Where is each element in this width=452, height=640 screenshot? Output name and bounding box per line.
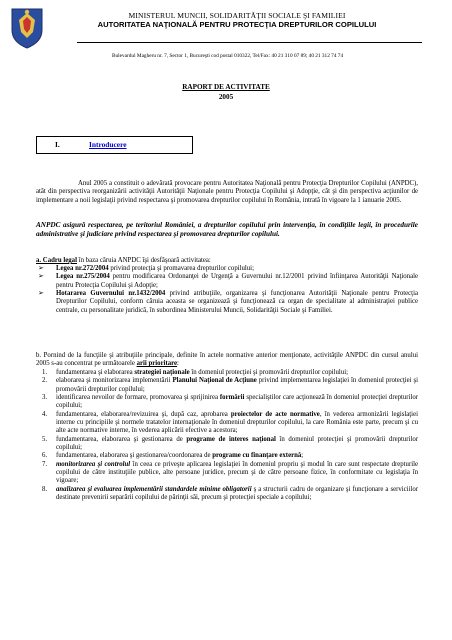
list-item: 5. fundamentarea, elaborarea şi gestionarea de programe de interes naţional în domeniul protecţiei şi promovării drepturilor copilului;: [42, 435, 418, 452]
list-item: 4. fundamentarea, elaborarea/revizuirea şi, după caz, aprobarea proiectelor de acte normative, în vederea armonizării legislaţiei interne cu principiile şi normele tratatelor internaţionale în domeniul drepturilor copilului, la care România este parte, precum şi cu alte acte normative interne, în vederea aplicării efective a acestora;: [42, 410, 418, 435]
coat-of-arms-logo: [8, 6, 46, 50]
legal-framework-list: [36, 265, 418, 315]
section-a-label: a. Cadru legal: [36, 257, 77, 264]
priority-areas-list: [36, 369, 418, 503]
header-rule: [77, 42, 422, 43]
section-link-introducere[interactable]: Introducere: [89, 140, 127, 149]
section-heading-box: [36, 136, 193, 154]
ministry-name: MINISTERUL MUNCII, SOLIDARITĂŢII SOCIALE ŞI FAMILIEI: [128, 11, 346, 20]
report-title: RAPORT DE ACTIVITATE: [182, 83, 270, 91]
list-item: ➢ Legea nr.272/2004 privind protecţia şi promavarea drepturilor copilului;: [38, 265, 254, 272]
list-item: ➢ Hotararea Guvernului nr.1432/2004 privind atribuţiile, organizarea şi funcţionarea Autorităţii Naţionale pentru Protecţia Drepturilor Copilului, conform căruia aceasta se organizează şi funcţionează ca organ de specialitate al administraţiei publice centrale, cu personalitate juridică, în subordinea Ministerului Muncii, Solidarităţii Sociale şi Familiei.: [38, 290, 418, 314]
section-b-intro: b. Pornind de la funcţiile şi atribuţiile principale, definite în actele normative anterior menţionate, activităţile ANPDC din cursul anului 2005 s-au concentrat pe următoarele arii prioritare:: [36, 352, 418, 368]
report-year: 2005: [218, 93, 234, 101]
authority-name: AUTORITATEA NAŢIONALĂ PENTRU PROTECŢIA DREPTURILOR COPILULUI: [97, 20, 377, 29]
intro-paragraph: Anul 2005 a constituit o adevărată provocare pentru Autoritatea Naţională pentru Protecţia Drepturilor Copilului (ANPDC), atât din perspectiva reorganizării activităţii Autorităţii Naţionale pentru Protecţia Copilului şi Adopţie, cât şi din perspectiva acţiunilor de implementare a noii legislaţii privind respectarea şi promovarea drepturilor copilului în România, intrată în vigoare la 1 ianuarie 2005.: [36, 180, 418, 204]
list-item: 7. monitorizarea şi controlul în ceea ce priveşte aplicarea legislaţiei în domeniul propriu şi modul în care sunt respectate drepturile copilului de către instituţiile publice, alte persoane juridice, precum şi de către persoane fizice, în conformitate cu legislaţia în vigoare;: [42, 460, 418, 485]
arrow-bullet-icon: ➢: [38, 290, 44, 298]
list-item: 8. analizarea şi evaluarea implementării standardele minime obligatorii ş a structurii cadru de organizare şi funcţionare a serviciilor destinate prevenirii separării copilului de părinţii săi, precum şi protecţiei speciale a copilului;: [42, 485, 419, 502]
section-a-rest: în baza căruia ANPDC îşi desfăşoară activitatea:: [76, 257, 211, 264]
list-item: 2. elaborarea şi monitorizarea implementării Planului Naţional de Acţiune privind implementarea legislaţiei în domeniul protecţiei şi promovării drepturilor copilului;: [42, 377, 418, 393]
mission-paragraph: ANPDC asigură respectarea, pe teritoriul României, a drepturilor copilului prin intervenţia, în condiţiile legii, în procedurile administrative şi judiciare privind respectarea şi promovarea drepturilor copilului.: [36, 221, 418, 238]
list-item: 3. identificarea nevoilor de formare, promovarea şi sprijinirea formării specialiştilor care acţionează în domeniul protecţiei drepturilor copilului;: [42, 394, 418, 410]
arrow-bullet-icon: ➢: [38, 265, 44, 272]
letterhead: [52, 11, 422, 29]
section-number: I.: [55, 140, 60, 149]
list-item: 6. fundamentarea, elaborarea şi gestionarea/coordonarea de programe cu finanţare externă;: [42, 452, 304, 460]
list-item: ➢ Legea nr.275/2004 pentru modificarea Ordonanţei de Urgenţă a Guvernului nr.12/2001 privind înfiinţarea Autorităţii Naţionale pentru Protecţia Copilului şi Adopţie;: [38, 273, 418, 289]
address-line: Bulevardul Magheru nr. 7, Sector 1, Bucureşti cod postal 010322, Tel/Fax: 40 21 310 07 89; 40 21 312 74 74: [112, 53, 344, 59]
list-item: 1. fundamentarea şi elaborarea strategiei naţionale în domeniul protecţiei şi promovării drepturilor copilului;: [42, 369, 348, 376]
arrow-bullet-icon: ➢: [38, 273, 44, 281]
